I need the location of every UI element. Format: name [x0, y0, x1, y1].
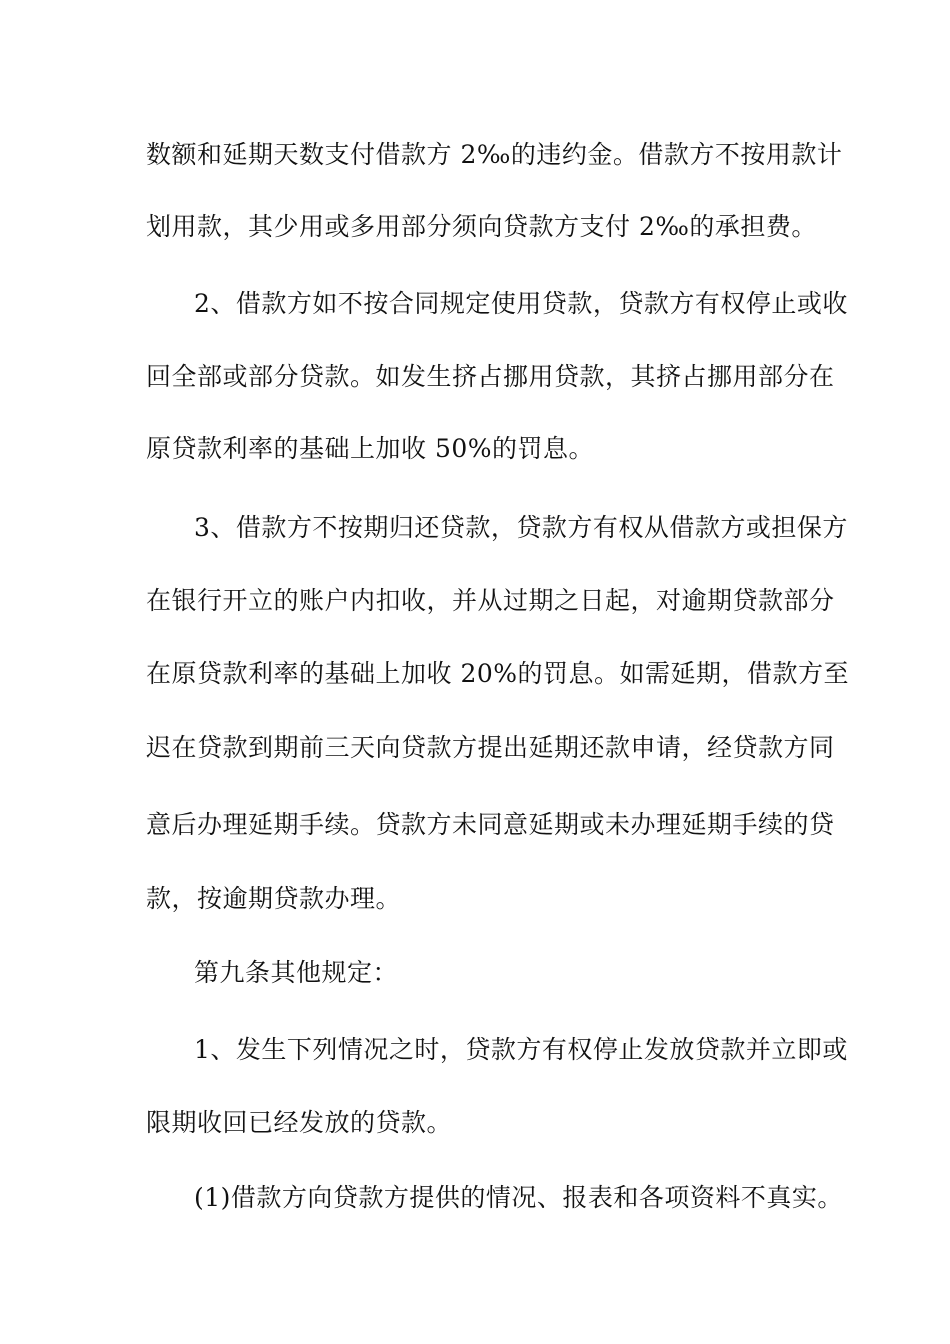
text-line: 款，按逾期贷款办理。	[146, 884, 402, 913]
text-line: 意后办理延期手续。贷款方未同意延期或未办理延期手续的贷	[146, 810, 835, 839]
text-line: 数额和延期天数支付借款方 2‰的违约金。借款方不按用款计	[146, 140, 843, 169]
text-line: 回全部或部分贷款。如发生挤占挪用贷款，其挤占挪用部分在	[146, 362, 835, 391]
text-line: 原贷款利率的基础上加收 50%的罚息。	[146, 434, 595, 463]
text-line: 在银行开立的账户内扣收，并从过期之日起，对逾期贷款部分	[146, 586, 835, 615]
text-line: 迟在贷款到期前三天向贷款方提出延期还款申请，经贷款方同	[146, 733, 835, 762]
text-line: (1)借款方向贷款方提供的情况、报表和各项资料不真实。	[194, 1183, 843, 1212]
text-line: 限期收回已经发放的贷款。	[146, 1108, 453, 1137]
text-line: 2、借款方如不按合同规定使用贷款，贷款方有权停止或收	[194, 289, 848, 318]
text-line: 1、发生下列情况之时，贷款方有权停止发放贷款并立即或	[194, 1035, 848, 1064]
text-line: 在原贷款利率的基础上加收 20%的罚息。如需延期，借款方至	[146, 659, 850, 688]
text-line: 3、借款方不按期归还贷款，贷款方有权从借款方或担保方	[194, 513, 848, 542]
text-line: 划用款，其少用或多用部分须向贷款方支付 2‰的承担费。	[146, 212, 817, 241]
section-heading: 第九条其他规定：	[194, 958, 399, 987]
